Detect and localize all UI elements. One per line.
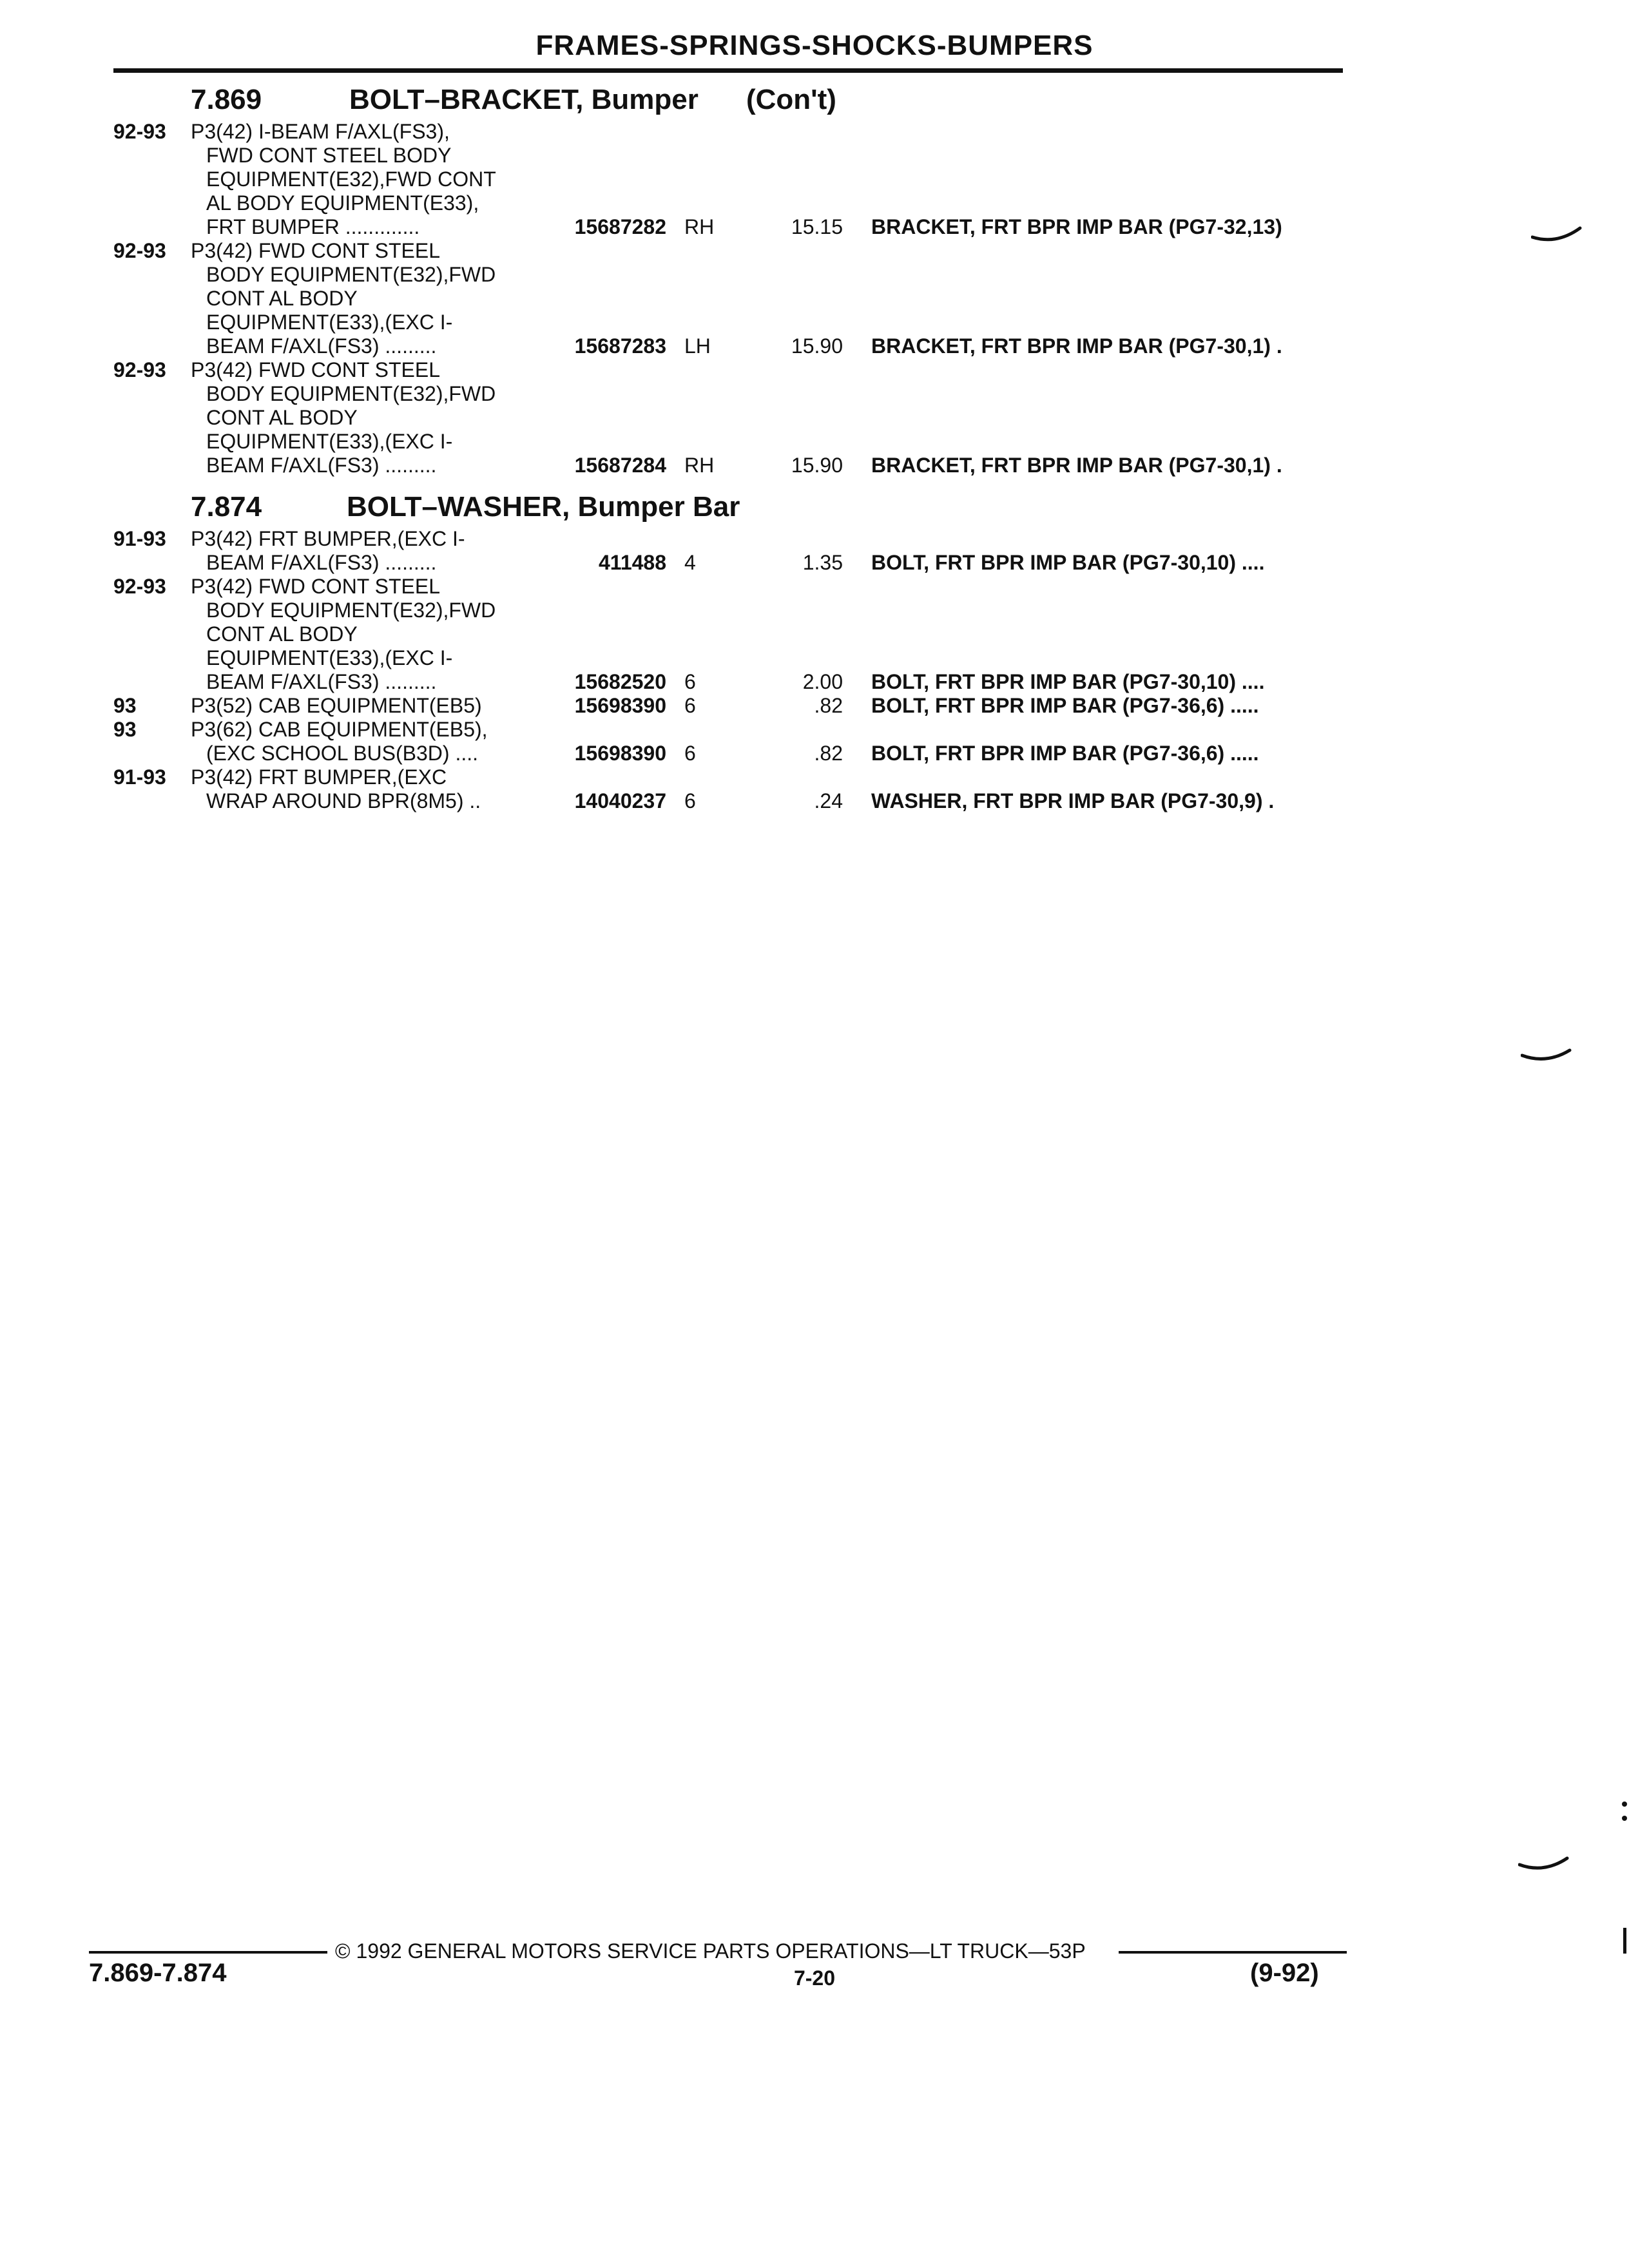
part-number: 411488 [598,551,666,574]
part-number: 15687284 [574,454,666,477]
application-text: FWD CONT STEEL BODY [206,144,452,167]
part-entry [0,239,1629,358]
title-rule [113,68,1343,73]
part-name: BRACKET, FRT BPR IMP BAR (PG7-32,13) [871,215,1282,238]
application-text: P3(42) FWD CONT STEEL [191,358,441,381]
application-text: P3(62) CAB EQUIPMENT(EB5), [191,718,488,741]
year-range: 93 [113,718,137,741]
part-number: 15698390 [574,742,666,765]
application-text: P3(42) I-BEAM F/AXL(FS3), [191,120,450,143]
price: 1.35 [802,551,843,574]
footer-rule-left [89,1951,327,1954]
year-range: 92-93 [113,358,166,381]
price: 15.90 [791,334,843,358]
margin-mark [1521,1044,1572,1070]
year-range: 91-93 [113,527,166,550]
part-name: BOLT, FRT BPR IMP BAR (PG7-30,10) .... [871,551,1265,574]
part-number: 15682520 [574,670,666,693]
part-name: BRACKET, FRT BPR IMP BAR (PG7-30,1) . [871,454,1282,477]
section-note: (Con't) [746,84,836,115]
page-title: FRAMES-SPRINGS-SHOCKS-BUMPERS [535,30,1094,61]
part-entry [0,694,1629,718]
part-number: 15687283 [574,334,666,358]
part-name: BOLT, FRT BPR IMP BAR (PG7-36,6) ..... [871,694,1259,717]
part-entry [0,718,1629,765]
application-text: P3(42) FRT BUMPER,(EXC [191,765,447,789]
price: .82 [814,694,843,717]
application-text: EQUIPMENT(E33),(EXC I- [206,311,453,334]
year-range: 92-93 [113,120,166,143]
section-heading [0,491,1629,524]
quantity: RH [684,454,715,477]
margin-mark [1518,1853,1570,1879]
application-text: P3(42) FWD CONT STEEL [191,239,441,262]
application-text: BODY EQUIPMENT(E32),FWD [206,599,496,622]
footer-rule-right [1119,1951,1347,1954]
application-text: P3(42) FRT BUMPER,(EXC I- [191,527,465,550]
margin-mark [1623,1927,1628,1955]
application-text: CONT AL BODY [206,406,358,429]
part-name: BRACKET, FRT BPR IMP BAR (PG7-30,1) . [871,334,1282,358]
part-number: 15698390 [574,694,666,717]
section-title: BOLT–WASHER, Bumper Bar [347,491,740,523]
application-text: BEAM F/AXL(FS3) ......... [206,454,437,477]
year-range: 92-93 [113,239,166,262]
application-text: BEAM F/AXL(FS3) ......... [206,334,437,358]
part-name: BOLT, FRT BPR IMP BAR (PG7-30,10) .... [871,670,1265,693]
application-text: P3(52) CAB EQUIPMENT(EB5) [191,694,482,717]
year-range: 93 [113,694,137,717]
application-text: BEAM F/AXL(FS3) ......... [206,551,437,574]
quantity: 4 [684,551,696,574]
price: .82 [814,742,843,765]
quantity: 6 [684,694,696,717]
application-text: CONT AL BODY [206,622,358,646]
application-text: WRAP AROUND BPR(8M5) .. [206,789,481,812]
application-text: BEAM F/AXL(FS3) ......... [206,670,437,693]
footer-range: 7.869-7.874 [89,1959,227,1987]
price: 15.90 [791,454,843,477]
part-number: 14040237 [574,789,666,812]
application-text: BODY EQUIPMENT(E32),FWD [206,382,496,405]
margin-mark [1531,223,1583,249]
quantity: 6 [684,742,696,765]
footer-date: (9-92) [1250,1959,1319,1987]
part-entry [0,358,1629,477]
quantity: RH [684,215,715,238]
footer-page-number: 7-20 [793,1966,836,1990]
application-text: (EXC SCHOOL BUS(B3D) .... [206,742,478,765]
price: 15.15 [791,215,843,238]
section-heading [0,84,1629,117]
application-text: AL BODY EQUIPMENT(E33), [206,191,479,215]
application-text: EQUIPMENT(E33),(EXC I- [206,646,453,669]
part-name: WASHER, FRT BPR IMP BAR (PG7-30,9) . [871,789,1275,812]
section-number: 7.869 [191,84,262,115]
part-entry [0,527,1629,575]
footer-copyright: © 1992 GENERAL MOTORS SERVICE PARTS OPERATIONS—LT TRUCK—53P [335,1939,1086,1963]
part-entry [0,120,1629,239]
price: 2.00 [802,670,843,693]
application-text: EQUIPMENT(E33),(EXC I- [206,430,453,453]
quantity: LH [684,334,711,358]
part-number: 15687282 [574,215,666,238]
application-text: EQUIPMENT(E32),FWD CONT [206,168,496,191]
application-text: FRT BUMPER ............. [206,215,420,238]
section-title: BOLT–BRACKET, Bumper [349,84,699,115]
year-range: 91-93 [113,765,166,789]
application-text: CONT AL BODY [206,287,358,310]
quantity: 6 [684,789,696,812]
part-entry [0,765,1629,813]
quantity: 6 [684,670,696,693]
price: .24 [814,789,843,812]
part-entry [0,575,1629,694]
application-text: P3(42) FWD CONT STEEL [191,575,441,598]
margin-mark [1621,1799,1628,1825]
section-number: 7.874 [191,491,262,523]
application-text: BODY EQUIPMENT(E32),FWD [206,263,496,286]
part-name: BOLT, FRT BPR IMP BAR (PG7-36,6) ..... [871,742,1259,765]
year-range: 92-93 [113,575,166,598]
